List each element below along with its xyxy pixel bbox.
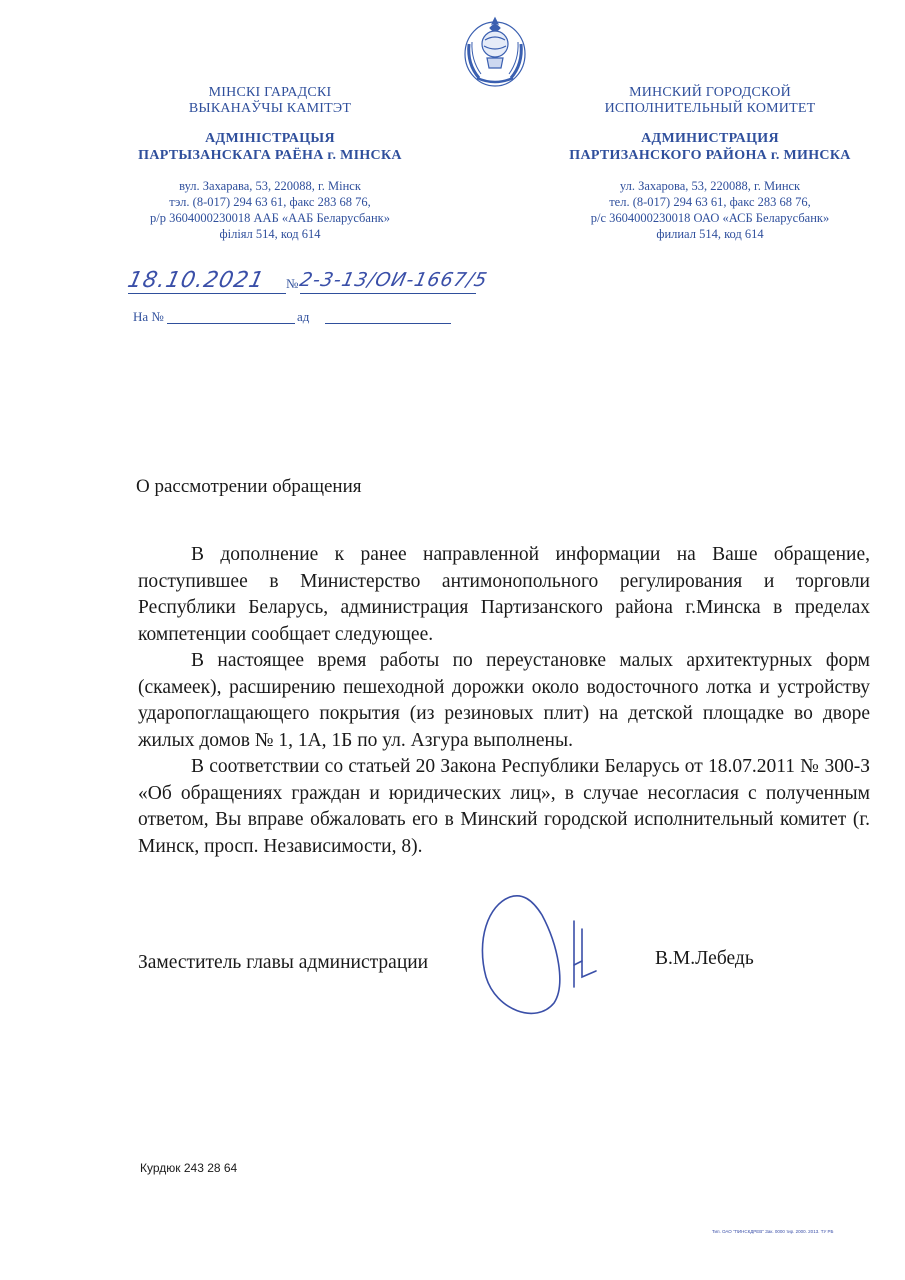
bank-account: р/с 3604000230018 ОАО «АСБ Беларусбанк» [590,211,830,225]
bank-branch: филиал 514, код 614 [656,227,764,241]
number-label: № [286,276,299,291]
header-belarusian [120,85,420,242]
registration-line [125,268,490,296]
reply-number-blank [167,323,295,324]
handwritten-number: 2-3-13/ОИ-1667/5 [297,269,490,291]
phone: тэл. (8-017) 294 63 61, факс 283 68 76, [169,195,371,209]
header-russian [550,85,870,242]
admin-name-line1: АДМІНІСТРАЦЫЯ [205,131,335,146]
address: ул. Захарова, 53, 220088, г. Минск [619,179,801,193]
admin-name-line2: ПАРТИЗАНСКОГО РАЙОНА г. МИНСКА [569,148,851,163]
handwritten-date: 18.10.2021 [125,268,267,293]
address: вул. Захарава, 53, 220088, г. Мінск [179,179,361,193]
signatory-title: Заместитель главы администрации [138,952,429,973]
bank-account: р/р 3604000230018 ААБ «ААБ Беларусбанк» [150,211,390,225]
paragraph-2: В настоящее время работы по переустановке малых архитектурных форм (скамеек), расширению пешеходной дорожки около водосточного лотка и устройству ударопоглащающего покрытия (из резиновых плит) на детской площадке во дворе жилых домов № 1, 1А, 1Б по ул. Азгура выполнены. [138,650,870,751]
admin-name-line2: ПАРТЫЗАНСКАГА РАЁНА г. МІНСКА [138,148,402,163]
number-underline [300,293,476,294]
reply-to-label: На № [133,309,164,324]
reply-reference-line [133,309,453,327]
print-mark: Тип. ОАО "ПИНСКДРЕВ" Зак. 0000 тир. 2000. 2013. ТУ РБ [712,1229,834,1234]
org-name-line2: ИСПОЛНИТЕЛЬНЫЙ КОМИТЕТ [604,101,816,116]
letter-body [138,542,870,860]
phone: тел. (8-017) 294 63 61, факс 283 68 76, [609,195,811,209]
coat-of-arms-icon [457,14,533,90]
paragraph-1: В дополнение к ранее направленной информации на Ваше обращение, поступившее в Министерство антимонопольного регулирования и торговли Республики Беларусь, администрация Партизанского района г.Минска в пределах компетенции сообщает следующее. [138,544,870,645]
admin-name-line1: АДМИНИСТРАЦИЯ [641,131,779,146]
org-name-line1: МІНСКІ ГАРАДСКІ [208,85,332,100]
org-name-line2: ВЫКАНАЎЧЫ КАМІТЭТ [188,101,352,116]
reply-date-blank [325,323,451,324]
handwritten-signature [470,885,610,1025]
from-label: ад [297,309,310,324]
paragraph-3: В соответствии со статьей 20 Закона Республики Беларусь от 18.07.2011 № 300-З «Об обращениях граждан и юридических лиц», в случае несогласия с полученным ответом, Вы вправе обжаловать его в Минский городской исполнительный комитет (г. Минск, просп. Независимости, 8). [138,756,870,857]
letter-subject: О рассмотрении обращения [136,476,362,497]
executor-contact: Курдюк 243 28 64 [140,1161,238,1175]
signatory-name: В.М.Лебедь [655,948,754,969]
bank-branch: філіял 514, код 614 [219,227,321,241]
org-name-line1: МИНСКИЙ ГОРОДСКОЙ [629,85,791,100]
date-underline [128,293,286,294]
